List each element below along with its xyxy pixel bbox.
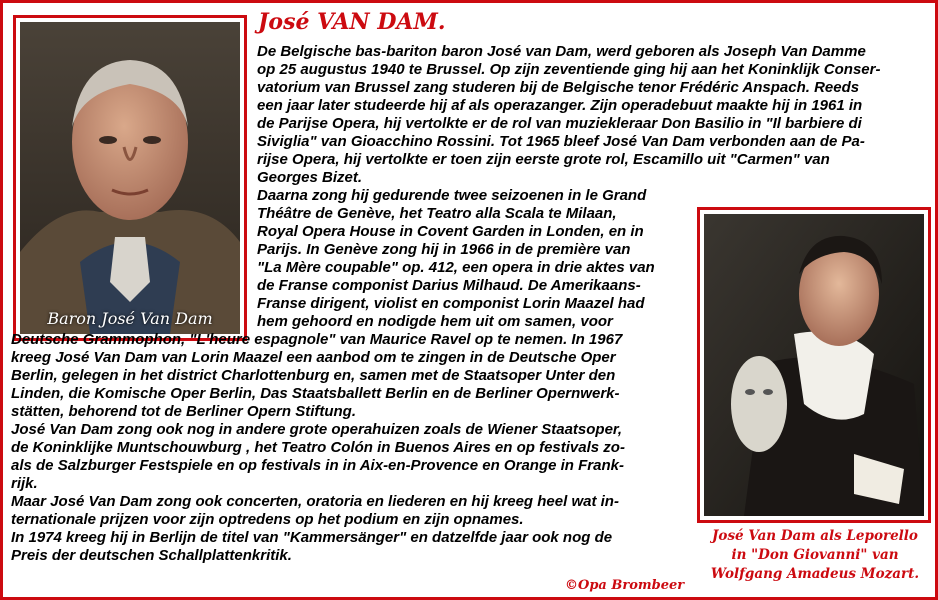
biography-line: een jaar later studeerde hij af als operazanger. Zijn operadebuut maakte hij in 1961 in	[257, 97, 863, 114]
copyright-credit: ©Opa Brombeer	[565, 578, 685, 593]
biography-line: De Belgische bas-bariton baron José van Dam, werd geboren als Joseph Van Damme	[257, 43, 866, 60]
leporello-caption-line: Wolfgang Amadeus Mozart.	[710, 566, 920, 582]
biography-line: Preis der deutschen Schallplattenkritik.	[11, 547, 292, 564]
biography-line: Parijs. In Genève zong hij in 1966 in de première van	[257, 241, 631, 258]
biography-line: kreeg José Van Dam van Lorin Maazel een aanbod om te zingen in de Deutsche Oper	[11, 349, 616, 366]
leporello-photo-frame	[697, 207, 931, 523]
biography-line: Maar José Van Dam zong ook concerten, oratoria en liederen en hij kreeg heel wat in-	[11, 493, 619, 510]
biography-line: Deutsche Grammophon, "L'heure espagnole" van Maurice Ravel op te nemen. In 1967	[11, 331, 623, 348]
portrait-caption: Baron José Van Dam	[47, 309, 213, 328]
biography-line: hem gehoord en nodigde hem uit om samen, voor	[257, 313, 613, 330]
leporello-caption	[699, 527, 931, 584]
page-title: José VAN DAM.	[258, 9, 446, 35]
portrait-photo	[20, 22, 240, 334]
biography-line: Berlin, gelegen in het district Charlottenburg en, samen met de Staatsoper Unter den	[11, 367, 616, 384]
biography-line: de Parijse Opera, hij vertolkte er de rol van muziekleraar Don Basilio in "Il barbiere di	[257, 115, 862, 132]
biography-line: rijse Opera, hij vertolkte er toen zijn eerste grote rol, Escamillo uit "Carmen" van	[257, 151, 830, 168]
biography-line: ternationale prijzen voor zijn optredens op het podium en zijn opnames.	[11, 511, 524, 528]
biography-line: Georges Bizet.	[257, 169, 363, 186]
biography-line: Daarna zong hij gedurende twee seizoenen in le Grand	[257, 187, 647, 204]
biography-line: Linden, die Komische Oper Berlin, Das Staatsballett Berlin en de Berliner Opernwerk-	[11, 385, 620, 402]
biography-line: Franse dirigent, violist en componist Lorin Maazel had	[257, 295, 645, 312]
biography-line: Royal Opera House in Covent Garden in Londen, en in	[257, 223, 644, 240]
leporello-caption-line: in "Don Giovanni" van	[731, 547, 899, 563]
leporello-illustration	[704, 214, 924, 516]
biography-line: als de Salzburger Festspiele en op festivals in in Aix-en-Provence en Orange in Frank-	[11, 457, 624, 474]
biography-line: stätten, behorend tot de Berliner Opern Stiftung.	[11, 403, 357, 420]
biography-line: vatorium van Brussel zang studeren bij de Belgische tenor Frédéric Anspach. Reeds	[257, 79, 860, 96]
portrait-illustration	[20, 22, 240, 334]
biography-line: "La Mère coupable" op. 412, een opera in drie aktes van	[257, 259, 655, 276]
biography-line: de Koninklijke Muntschouwburg , het Teatro Colón in Buenos Aires en op festivals zo-	[11, 439, 625, 456]
leporello-caption-line: José Van Dam als Leporello	[712, 528, 918, 544]
portrait-photo-frame	[13, 15, 247, 341]
biography-line: de Franse componist Darius Milhaud. De Amerikaans-	[257, 277, 641, 294]
biography-line: Siviglia" van Gioacchino Rossini. Tot 1965 bleef José Van Dam verbonden aan de Pa-	[257, 133, 865, 150]
biography-line: In 1974 kreeg hij in Berlijn de titel van "Kammersänger" en datzelfde jaar ook nog de	[11, 529, 613, 546]
biography-line: op 25 augustus 1940 te Brussel. Op zijn zeventiende ging hij aan het Koninklijk Conser-	[257, 61, 881, 78]
leporello-photo	[704, 214, 924, 516]
biography-line: Théâtre de Genève, het Teatro alla Scala te Milaan,	[257, 205, 617, 222]
biography-line: rijk.	[11, 475, 38, 492]
biography-line: José Van Dam zong ook nog in andere grote operahuizen zoals de Wiener Staatsoper,	[11, 421, 623, 438]
